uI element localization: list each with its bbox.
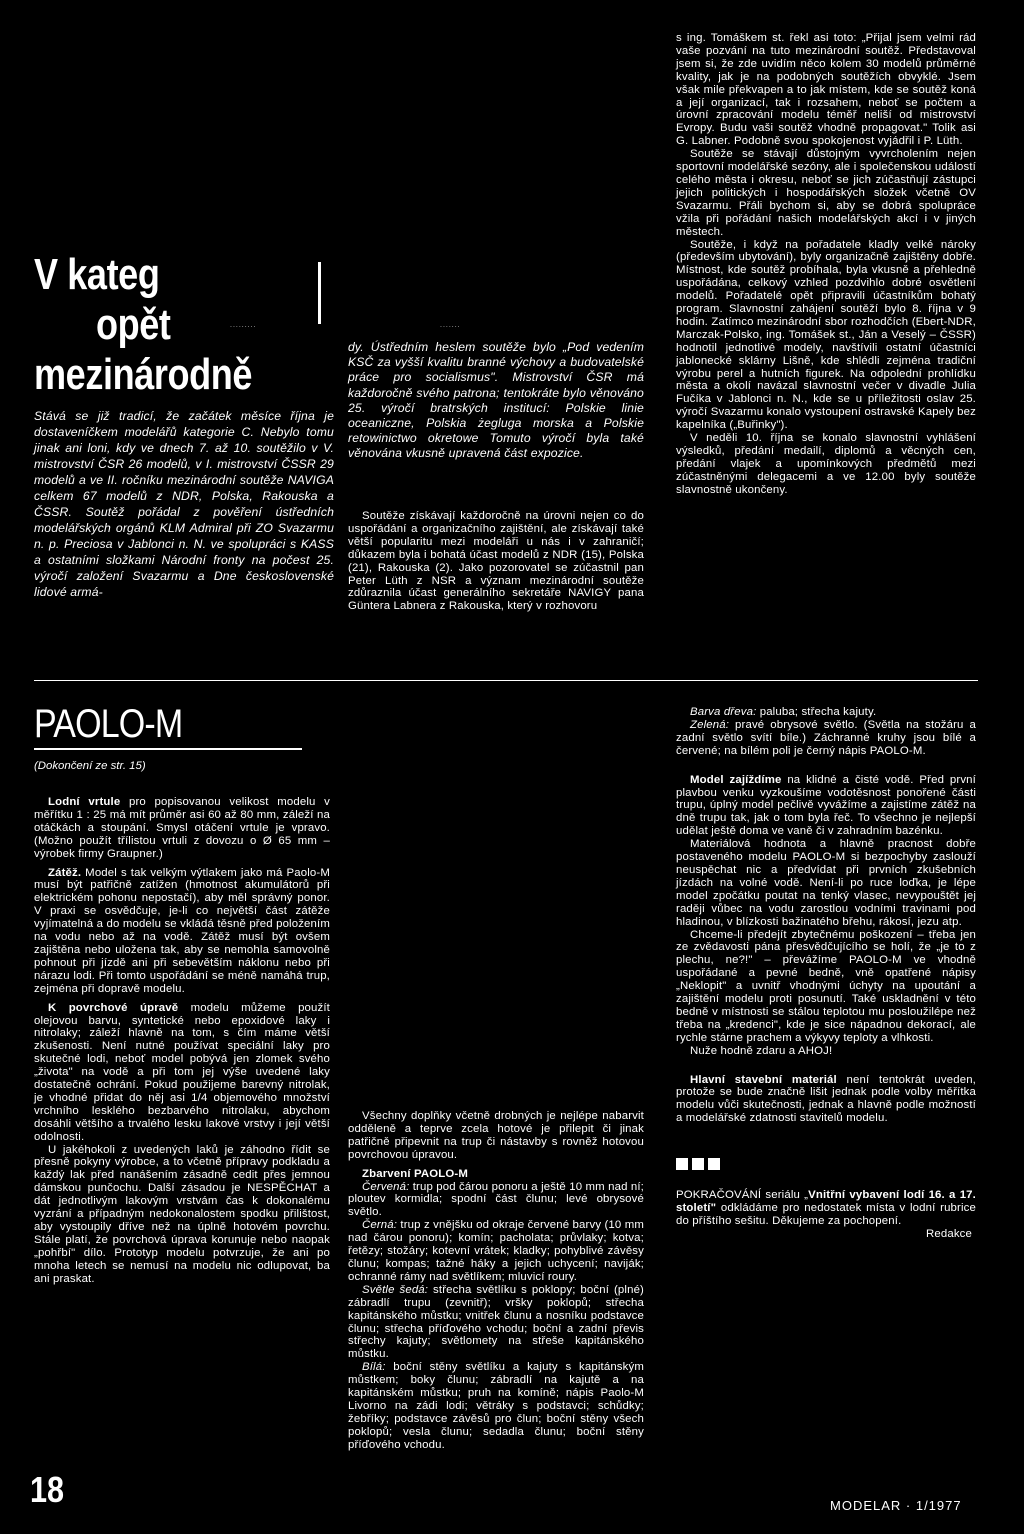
bottom-col2 [348,1110,644,1452]
headline-line-3: mezinárodně [34,350,253,399]
headline-line-1: V kateg [34,250,160,299]
col3-p4: V neděli 10. října se konalo slavnostní vyhlášení výsledků, předání medailí, diplomů a věcných cen, předání vlajek a upomínkových předmětů mezi zúčastněnými delegacemi a ve 12.00 byly soutěže slavnostně ukončeny. [676,432,976,496]
col3-p1: s ing. Tomáškem st. řekl asi toto: „Přijal jsem velmi rád vaše pozvání na tuto mezinárodní soutěž. Představoval jsem si, že zde uvidím něco kolem 30 modelů průměrné kvality, jak je na podobných soutěžích obvyklé. Jsem však mile překvapen a to jak místem, kde se soutěž koná a její organizací, tak i rozsahem, neboť se počtem a úrovní zpracování modelu téměř neliší od mistrovství Evropy. Budu vaši soutěž vhodně propagovat." Tolik asi G. Labner. Podobně svou spokojenost vyjádřil i P. Lüth. [676,32,976,148]
square-3 [708,1158,720,1170]
section-divider [34,680,978,681]
c3-p3 [676,774,976,839]
c2-p3-label: Černá: [362,1219,398,1232]
c2-p2 [348,1181,644,1220]
c2-p5 [348,1361,644,1451]
article-title: PAOLO-M [34,702,183,746]
headline-bar [318,262,321,324]
c2-p1: Všechny doplňky včetně drobných je nejlépe nabarvit odděleně a teprve zcela hotové je přilepit či jinak patřičně připevnit na trup či nástavby s rovněž hotovou povrchovou úpravou. [348,1110,644,1161]
c3-p8 [676,1189,976,1228]
decor-dots-2: ....... [440,322,461,329]
c1-p2-text: Model s tak velkým výtlakem jako má Paolo-M musí být patřičně zatížen (hmotnost akumulátorů při elektrickém pohonu nepostačí), aby měl správný ponor. V praxi se osvědčuje, je-li co největší část zátěže vyjímatelná a do modelu se vkládá těsně před položením na vodu nebo až na vodě. Zátěž musí být ovšem zajištěna nebo uložena tak, aby se nemohla samovolně pohnout při jízdě ani při sebevětším náklonu nebo při nárazu lodi. Při tomto uspořádání se méně namáhá trup, zejména při dopravě modelu. [34,866,330,995]
paolo-header [34,702,334,772]
c3-p3-lead: Model zajíždíme [690,773,782,786]
article-subtitle: (Dokončení ze str. 15) [34,760,146,772]
col3 [676,32,976,497]
square-2 [692,1158,704,1170]
c3-p5: Chceme-li předejít zbytečnému poškození – třeba jen ze zvědavosti pána přesvědčujícího se holí, že „je to z plechu, ne?!" – převážíme PAOLO-M ve vhodně uspořádané a pevné bedně, vně opatřené nápisy „Neklopit" a uvnitř vhodnými úchyty na upoutání a zajištění modelu proti posunutí. Také uskladnění v této bedně v místnosti se stálou teplotou mu posloužilépe než třeba na „kredenci", kde je sice nápadnou dekorací, ale rychle stárne prachem a výkyvy teploty a vlhkosti. [676,928,976,1044]
c3-p8-pre: POKRAČOVÁNÍ seriálu „ [676,1189,809,1202]
c2-p5-text: boční stěny světlíku a kajuty s kapitánským můstkem; boky člunu; zábradlí na kajutě a na kapitánském můstku; pruh na komíně; nápis Paolo-M Livorno na zádi lodi; větráky s podstavci; schůdky; žebříky; podstavce závěsů pro člun; boční stěny všech poklopů; vesla člunu; sedadla člunu; boční stěny příďového vchodu. [348,1361,644,1451]
separator-squares [676,1157,976,1175]
c3-p1 [676,706,976,719]
c1-p1-lead: Lodní vrtule [48,796,121,808]
col2-body: Soutěže získávají každoročně na úrovni nejen co do uspořádání a organizačního zajištění, ale získávají také větší popularitu mezi modeláři u nás i v zahraničí; důkazem byla i bohatá účast modelů z NDR (15), Polska (21), Rakouska (2). Jako pozorovatel se zúčastnil pan Peter Lüth z NSR a význam mezinárodní soutěže zdůraznila účast generálního sekretáře NAVIGY pana Güntera Labnera z Rakouska, který v rozhovoru [348,510,644,613]
c3-p8-text: odkládáme pro nedostatek místa v lodní rubrice do příštího sešitu. Děkujeme za pochopení. [676,1202,976,1227]
col2-italic: dy. Ústředním heslem soutěže bylo „Pod vedením KSČ za vyšší kvalitu branné výchovy a budovatelské práce pro socialismus". Mistrovství ČSR má každoročně svého patrona; tentokráte bylo věnováno 25. výročí bratrských institucí: Polskie linie oceaniczne, Polskia żegluga morska a Polskie retowinictwo okretowe Tomuto výročí byla také věnována vkusně upravená část expozice. [348,340,644,461]
c1-p2 [34,867,330,996]
c3-p1-text: paluba; střecha kajuty. [756,706,877,718]
c1-p2-lead: Zátěž. [48,866,82,879]
col3-p3: Soutěže, i když na pořadatele kladly velké nároky (především ubytování), byly organizačně zajištěny dobře. Místnost, kde soutěž probíhala, byla vkusně a přehledně uspořádána, celkový vzhled pozdvihlo dobré osvětlení modelů. Pořadatelé opět připravili účastníkům bohatý program. Slavnostní zahájení soutěží bylo 8. října v 9 hodin. Zatímco mezinárodní sbor rozhodčích (Ebert-NDR, Marczak-Polsko, ing. Tomášek st., Ján a Veselý – ČSSR) hodnotil jednotlivé modely, navštívili ostatní účastníci jablonecké sklárny Lišně, kde shlédli zejména tradiční výrobu perel a hutních figurek. Na odpolední prohlídku města a okolí navázal slavnostní večer v divadle Julia Fučíka v Jablonci n. N., kde se u příležitosti oslav 25. výročí Svazarmu konalo vystoupení ostravské Kapely bez kapelníka („Buřinky"). [676,238,976,432]
headline-line-2: opět [96,300,171,349]
square-1 [676,1158,688,1170]
c2-p4 [348,1284,644,1361]
c2-p4-text: střecha světlíku s poklopy; boční (plné) zábradlí trupu (zevnitř); vršky poklopů; střecha kapitánského můstku; vnitřek člunu a nosníku podstavce člunu; střecha příďového vchodu; boční a zadní převis střechy kajuty; světlomety na střeše kapitánského můstku. [348,1283,644,1361]
c1-p1-text: pro popisovanou velikost modelu v měřítku 1 : 25 má mít průměr asi 60 až 80 mm, záleží na otáčkách a stoupání. Smysl otáčení vrtule je vpravo. (Možno použít třílistou vrtuli z dovozu o Ø 65 mm – výrobek firmy Graupner.) [34,796,330,860]
decor-dots: ......... [230,322,257,329]
c3-p6: Nuže hodně zdaru a AHOJ! [690,1044,833,1057]
c2-p5-label: Bílá: [362,1361,386,1374]
c3-p3-text: na klidné a čisté vodě. Před první plavbou venku vyzkoušíme vodotěsnost ponořené části trupu, úplný model pečlivě vyvážíme a zajistíme zátěž na dně trupu tak, jak o tom byla řeč. To všechno je nejlepší udělat ještě doma ve vaně či v zahradním bazénku. [676,773,976,838]
c1-p1 [34,796,330,861]
c3-signature: Redakce [925,1227,972,1240]
c3-p1-label: Barva dřeva: [690,706,757,718]
c2-p2-text: trup pod čárou ponoru a ještě 10 mm nad ní; ploutev kormidla; spodní část člunu; levé obrysové světlo. [348,1180,644,1219]
col3-p2: Soutěže se stávají důstojným vyvrcholením nejen sportovní modelářské sezóny, ale i společenskou událostí celého města i okresu, neboť se jich zúčastňují zástupci jejich politických i hospodářských složek včetně OV Svazarmu. Přáli bychom si, aby se dobrá spolupráce vžila při pořádání našich modelářských akcí i v jiných městech. [676,148,976,238]
page-number: 18 [30,1469,65,1510]
c1-p3 [34,1002,330,1144]
c2-p3-text: trup z vnějšku od okraje červené barvy (10 mm nad čárou ponoru); komín; pacholata; průvlaky; kotva; řetězy; stožáry; kotevní vrátek; kladky; pohyblivé závěsy člunu; kompas; tažné háky a jejich uchycení; naviják; ochranné rámy nad světlíkem; mluvicí roury. [348,1219,644,1283]
headline [34,250,334,400]
c2-p4-label: Světle šedá: [362,1283,429,1296]
title-underline [34,748,302,750]
c2-heading: Zbarvení PAOLO-M [362,1167,468,1180]
bottom-col1 [34,796,330,1286]
c1-p3-lead: K povrchové úpravě [48,1001,179,1014]
c3-p7 [676,1074,976,1126]
c2-p3 [348,1219,644,1284]
c1-p4: U jakéhokoli z uvedených laků je záhodno řídit se přesně pokyny výrobce, a to včetně přípravy podkladu a každý lak před nanášením zásadně cedit přes jemnou dámskou punčochu. Další zásadou je NESPĚCHAT a dát jednotlivým lakovým vrstvám čas k dokonalému vyzrání a případným nedokonalostem spodku přilištost, aby vystoupily dříve než na úplně hotovém povrchu. Stále platí, že povrchová úprava korunuje nebo naopak „pohřbí" dílo. Prototyp modelu potvrzuje, že ani po mnoha letech se nemusí na modelu nic odlupovat, ba ani praskat. [34,1143,330,1285]
c3-p7-text: není tentokrát uveden, protože se bude značně lišit jednak podle volby měřítka modelu vůči skutečnosti, jednak a hlavně podle možností a modelářské zdatnosti stavitelů modelu. [676,1073,976,1125]
c3-p2 [676,719,976,758]
c3-p2-text: pravé obrysové světlo. (Světla na stožáru a zadní světlo svítí bíle.) Záchranné kruhy jsou bílé a červené; na bílém poli je černý nápis PAOLO-M. [676,718,976,757]
bottom-col3 [676,706,976,1241]
c3-p2-label: Zelená: [690,718,730,731]
c1-p3-text: modelu můžeme použít olejovou barvu, syntetické nebo epoxidové laky i nitrolaky; záleží hlavně na tom, s čím máme větší zkušenosti. Není nutné používat speciální laky pro skutečné lodi, neboť model pobývá jen zlomek svého „života" na vodě a při tom jej výše uvedené laky dostatečně ochrání. Pokud použijeme barevný nitrolak, je vhodné přidat do něj asi 1/4 objemového množství vrchního lesklého bezbarvého nitrolaku, abychom dosáhli většího a trvalého lesku lakové vrstvy i její větší odolnosti. [34,1001,330,1143]
c2-p2-label: Červená: [362,1180,410,1193]
c3-p8-lead: Vnitřní vybavení lodí 16. a 17. století" [676,1189,976,1215]
lead-paragraph: Stává se již tradicí, že začátek měsíce října je dostaveníčkem modelářů kategorie C. Nebylo tomu jinak ani loni, kdy ve dnech 7. až 10. soutěžilo v V. mistrovství ČSR 26 modelů, v I. mistrovství ČSSR 29 modelů a ve II. ročníku mezinárodní soutěže NAVIGA celkem 67 modelů z NDR, Polska, Rakouska a ČSSR. Soutěž pořádal z pověření ústředních modelářských orgánů KLM Admiral při ZO Svazarmu n. p. Preciosa v Jablonci n. N. ve spolupráci s KASS a ostatními složkami Národní fronty na počest 25. výročí založení Svazarmu a Dne československé lidové armá- [34,409,334,599]
c3-p4: Materiálová hodnota a hlavně pracnost dobře postaveného modelu PAOLO-M si bezpochyby zaslouží neuspěchat nic a předvídat při prvních zkušebních jízdách na volné vodě. Není-li po ruce loďka, je lépe model zpočátku poutat na tenký vlasec, nevypouštět jej raději vůbec na vodu zarostlou vodními travinami pod hladinou, v blízkosti bažinatého břehu, rákosí, jezu atp. [676,838,976,928]
magazine-issue: MODELAR · 1/1977 [830,1498,962,1513]
c3-p7-lead: Hlavní stavební materiál [690,1073,837,1086]
